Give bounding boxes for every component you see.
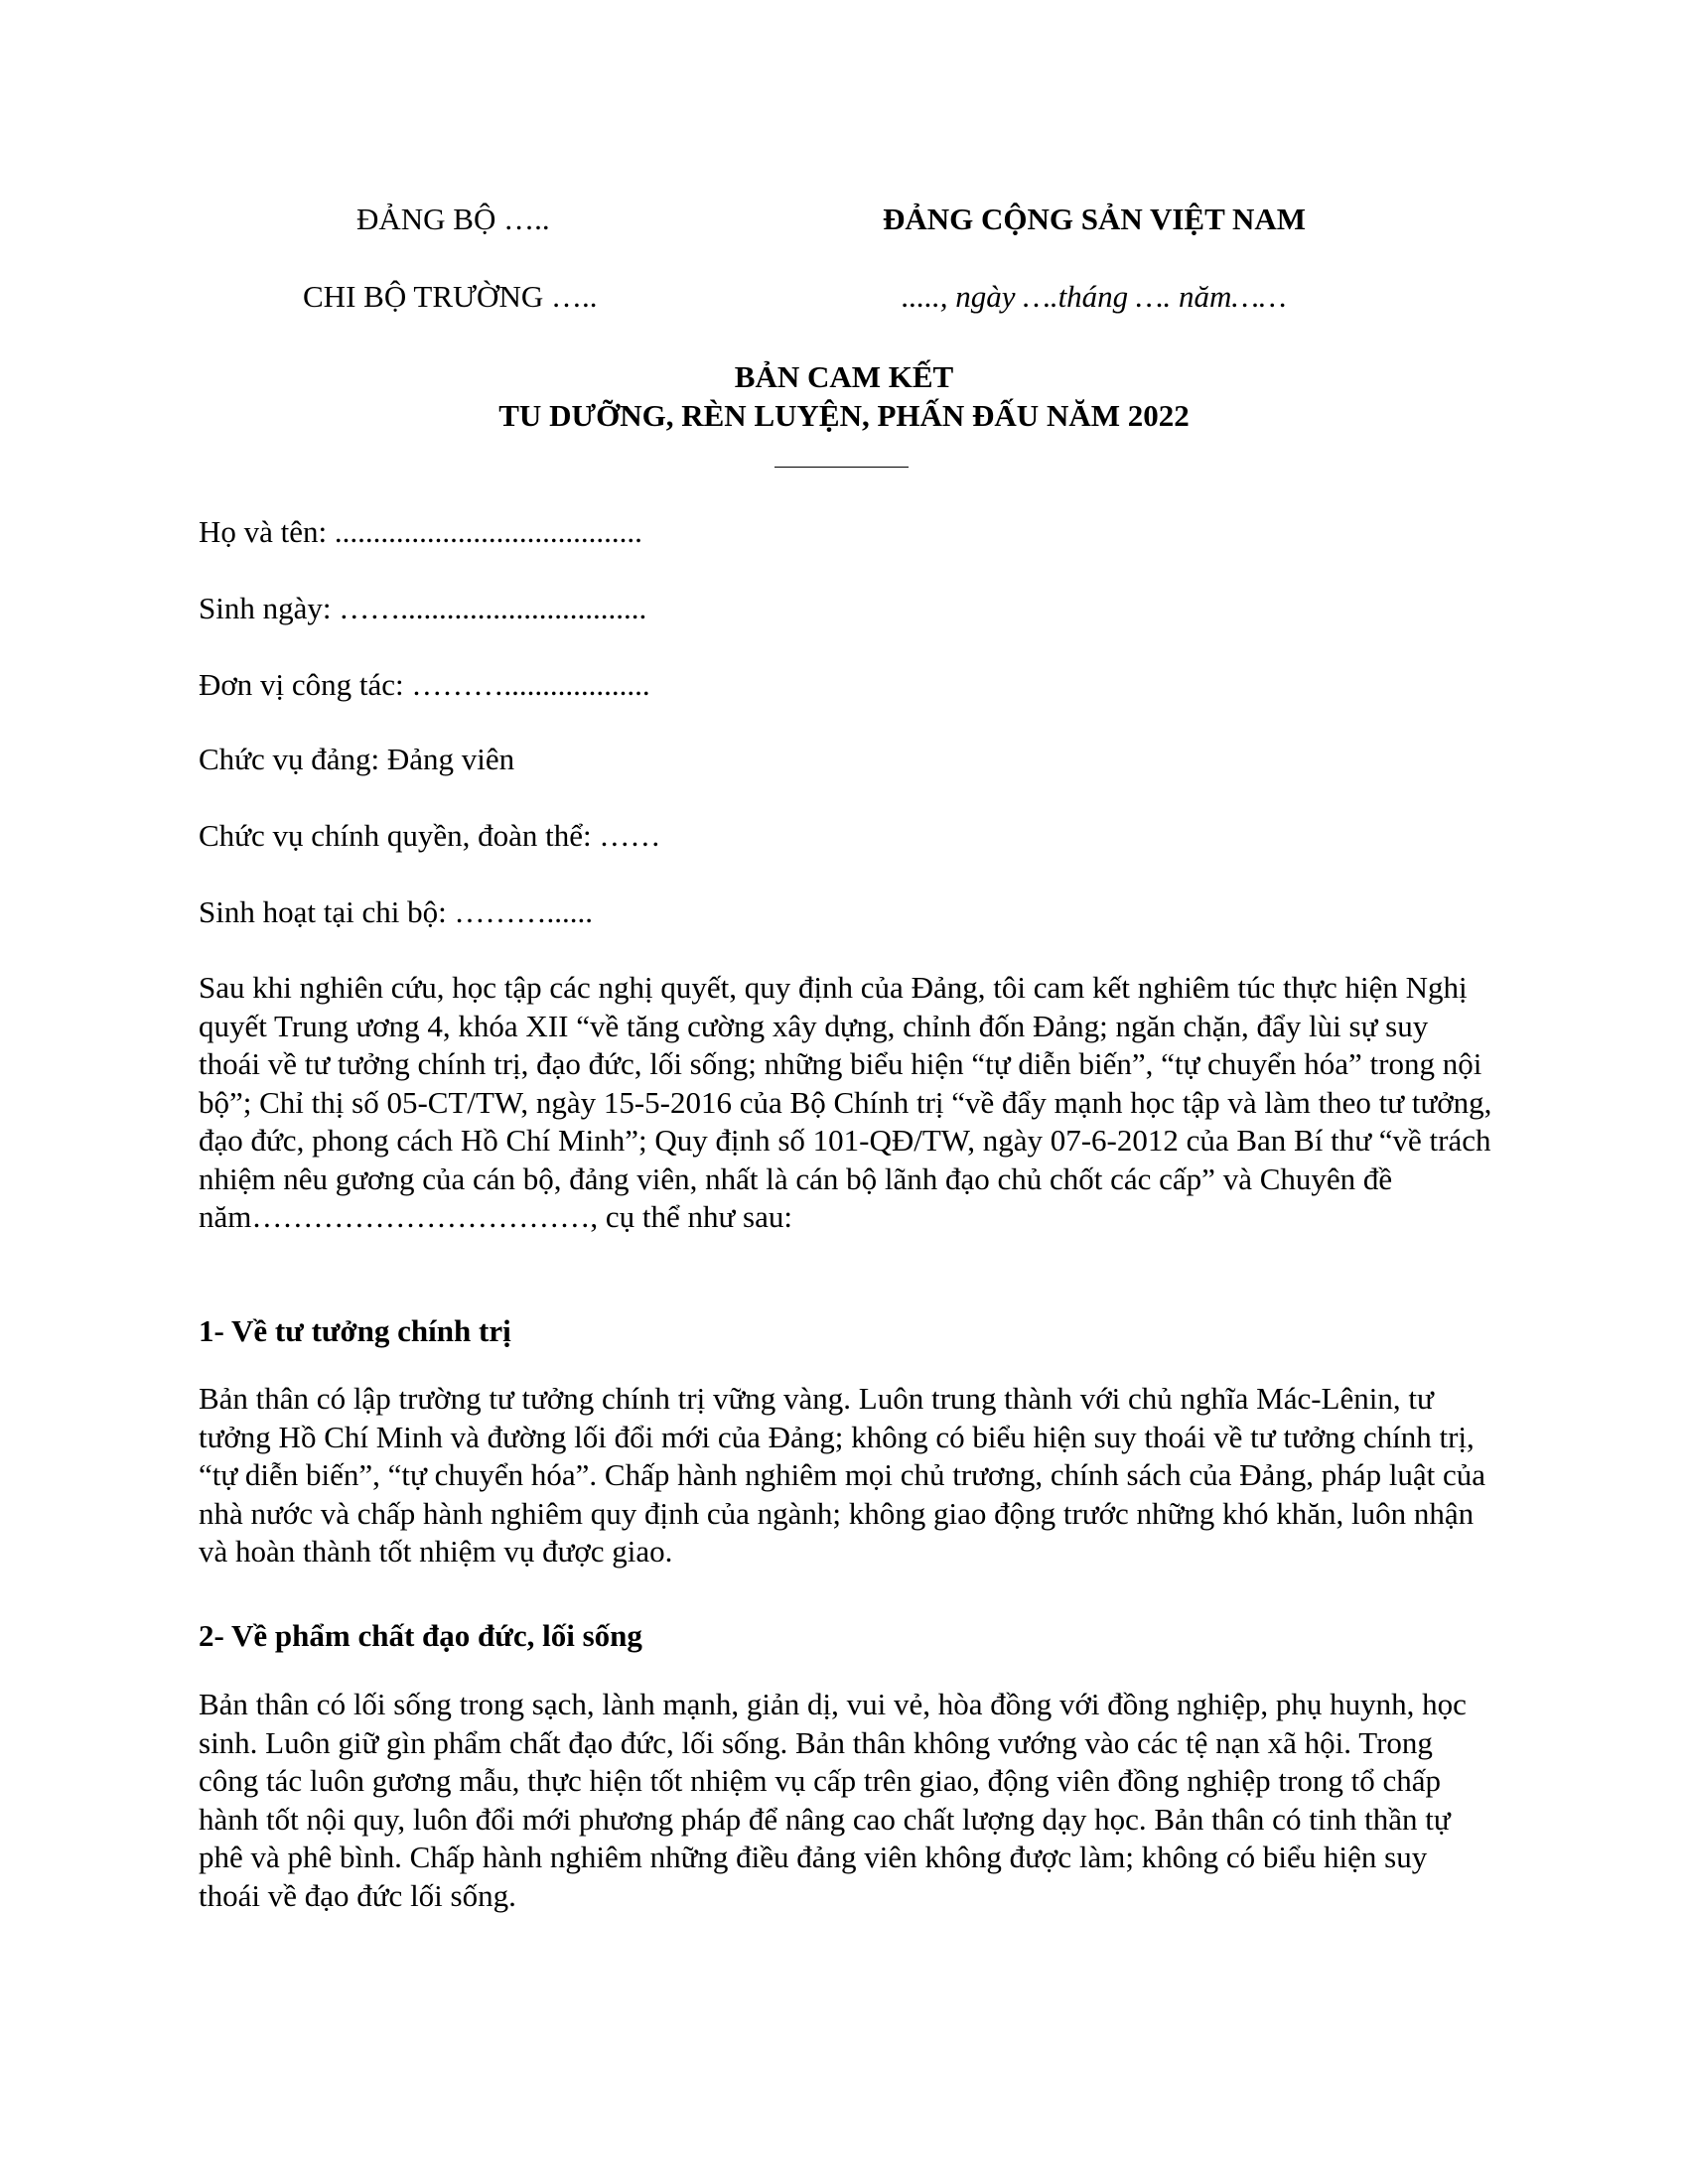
birth-date-field: Sinh ngày: ……................................ — [199, 591, 647, 625]
party-cell-field: Sinh hoạt tại chi bộ: ………...... — [199, 894, 593, 929]
title-line-2: TU DƯỠNG, RÈN LUYỆN, PHẤN ĐẤU NĂM 2022 — [498, 398, 1190, 433]
school-cell-label: CHI BỘ TRƯỜNG ….. — [303, 279, 598, 314]
section-body-ethics: Bản thân có lối sống trong sạch, lành mạnh, giản dị, vui vẻ, hòa đồng với đồng nghiệp, phụ huynh, học sinh. Luôn giữ gìn phẩm chất đạo đức, lối sống. Bản thân không vướng vào các tệ nạn xã hội. Trong công tác luôn gương mẫu, thực hiện tốt nhiệm vụ cấp trên giao, động viên đồng nghiệp trong tổ chấp hành tốt nội quy, luôn đổi mới phương pháp để nâng cao chất lượng dạy học. Bản thân có tinh thần tự phê và phê bình. Chấp hành nghiêm những điều đảng viên không được làm; không có biểu hiện suy thoái về đạo đức lối sống. — [199, 1687, 1467, 1913]
section-heading-political: 1- Về tư tưởng chính trị — [199, 1313, 511, 1348]
intro-paragraph: Sau khi nghiên cứu, học tập các nghị quyết, quy định của Đảng, tôi cam kết nghiêm túc thực hiện Nghị quyết Trung ương 4, khóa XII “về tăng cường xây dựng, chỉnh đốn Đảng; ngăn chặn, đẩy lùi sự suy thoái về tư tưởng chính trị, đạo đức, lối sống; những biểu hiện “tự diễn biến”, “tự chuyển hóa” trong nội bộ”; Chỉ thị số 05-CT/TW, ngày 15-5-2016 của Bộ Chính trị “về đẩy mạnh học tập và làm theo tư tưởng, đạo đức, phong cách Hồ Chí Minh”; Quy định số 101-QĐ/TW, ngày 07-6-2012 của Ban Bí thư “về trách nhiệm nêu gương của cán bộ, đảng viên, nhất là cán bộ lãnh đạo chủ chốt các cấp” và Chuyên đề năm……………………………, cụ thể như sau: — [199, 970, 1492, 1234]
party-position-field: Chức vụ đảng: Đảng viên — [199, 742, 515, 776]
document-title — [0, 357, 1688, 435]
section-body-political: Bản thân có lập trường tư tưởng chính trị vững vàng. Luôn trung thành với chủ nghĩa Mác-Lênin, tư tưởng Hồ Chí Minh và đường lối đổi mới của Đảng; không có biểu hiện suy thoái về tư tưởng chính trị, “tự diễn biến”, “tự chuyển hóa”. Chấp hành nghiêm mọi chủ trương, chính sách của Đảng, pháp luật của nhà nước và chấp hành nghiêm quy định của ngành; không giao động trước những khó khăn, luôn nhận và hoàn thành tốt nhiệm vụ được giao. — [199, 1381, 1486, 1569]
party-name-heading: ĐẢNG CỘNG SẢN VIỆT NAM — [883, 202, 1307, 236]
party-committee-label: ĐẢNG BỘ ….. — [356, 202, 550, 236]
date-line: ....., ngày ….tháng …. năm…… — [902, 279, 1287, 314]
gov-position-field: Chức vụ chính quyền, đoàn thể: …… — [199, 818, 661, 853]
full-name-field: Họ và tên: ........................................ — [199, 514, 642, 549]
section-heading-ethics: 2- Về phẩm chất đạo đức, lối sống — [199, 1618, 642, 1653]
work-unit-field: Đơn vị công tác: ………................... — [199, 667, 650, 702]
title-line-1: BẢN CAM KẾT — [734, 359, 954, 394]
title-divider — [774, 467, 909, 468]
